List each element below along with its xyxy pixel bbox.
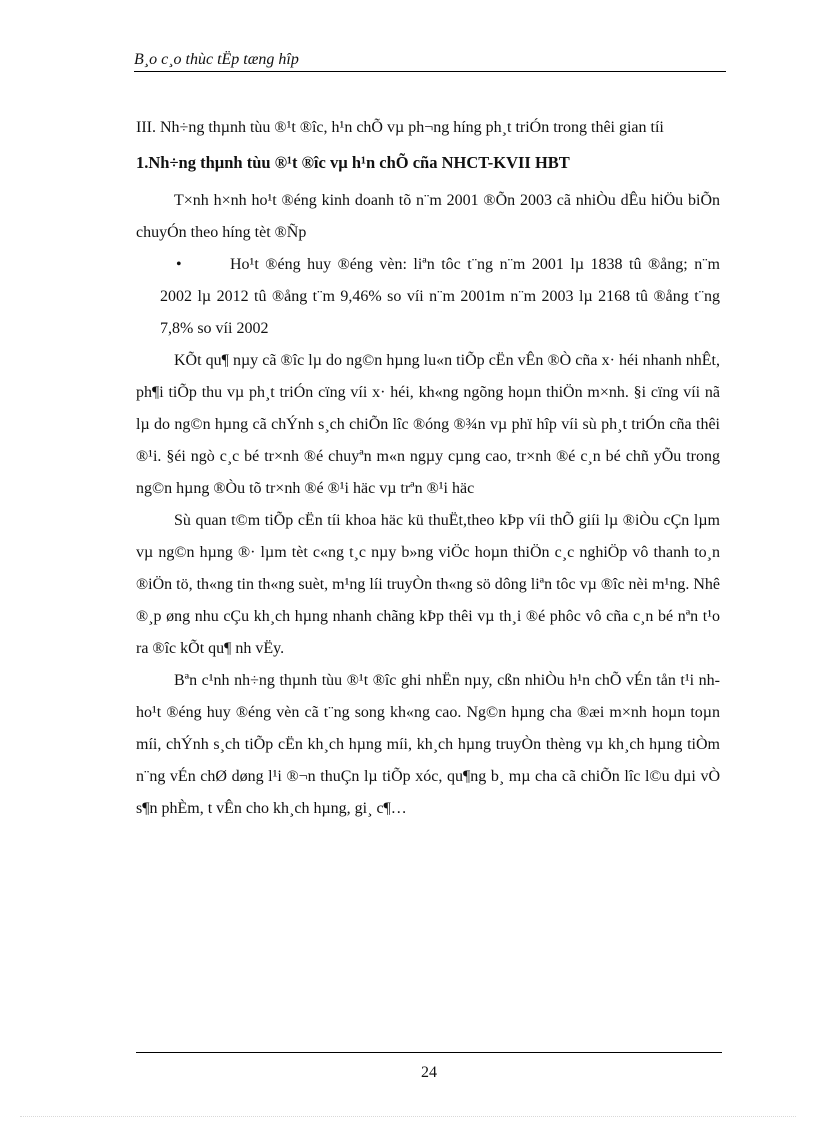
footer-divider bbox=[136, 1052, 722, 1053]
document-body bbox=[136, 112, 720, 825]
paragraph-2: Sù quan t©m tiÕp cËn tíi khoa häc kü thuËt,theo kÞp víi thÕ giíi lµ ®iÒu cÇn lµm vµ ng©n hµng ®· lµm tèt c«ng t¸c nµy b»ng viÖc hoµn thiÖn c¸c nghiÖp vô thanh to¸n ®iÖn tö, th«ng tin th«ng suèt, m¹ng líi truyÒn th«ng sö dông liªn tôc vµ ®îc nèi m¹ng. Nhê ®¸p øng nhu cÇu kh¸ch hµng nhanh chãng kÞp thêi vµ th¸i ®é phôc vô cña c¸n bé nªn t¹o ra ®îc kÕt qu¶ nh vËy. bbox=[136, 512, 720, 657]
bullet-item bbox=[136, 249, 720, 345]
bullet-icon: • bbox=[176, 256, 182, 273]
page-edge-divider bbox=[20, 1116, 796, 1117]
section-heading: III. Nh÷ng thµnh tùu ®¹t ®îc, h¹n chÕ vµ ph¬ng híng ph¸t triÓn trong thêi gian tíi bbox=[136, 119, 664, 136]
paragraph-1: KÕt qu¶ nµy cã ®îc lµ do ng©n hµng lu«n tiÕp cËn vÊn ®Ò cña x· héi nhanh nhÊt, ph¶i tiÕp thu vµ ph¸t triÓn cïng víi x· héi, kh«ng ngõng hoµn thiÖn m×nh. §i cïng víi nã lµ do ng©n hµng cã chÝnh s¸ch chiÕn lîc ®óng ®¾n vµ phï hîp víi sù ph¸t triÓn cña thêi ®¹i. §éi ngò c¸c bé tr×nh ®é chuyªn m«n ngµy cµng cao, tr×nh ®é c¸n bé chñ yÕu trong ng©n hµng ®Òu tõ tr×nh ®é ®¹i häc vµ trªn ®¹i häc bbox=[136, 352, 720, 497]
paragraph-3: Bªn c¹nh nh÷ng thµnh tùu ®¹t ®îc ghi nhËn nµy, cßn nhiÒu h¹n chÕ vÉn tån t¹i nh ho¹t ®éng huy ®éng vèn cã t¨ng song kh«ng cao. Ng©n hµng cha ®æi m×nh hoµn toµn míi, chÝnh s¸ch tiÕp cËn kh¸ch hµng míi, kh¸ch hµng truyÒn thèng vµ kh¸ch hµng tiÒm n¨ng vÉn chØ døng l¹i ®¬n thuÇn lµ tiÕp xóc, qu¶ng b¸ mµ cha cã chiÕn lîc l©u dµi vÒ s¶n phÈm, t vÊn cho kh¸ch hµng, gi¸ c¶… bbox=[136, 672, 720, 817]
page-number: 24 bbox=[421, 1064, 437, 1081]
page-header bbox=[134, 50, 726, 72]
bullet-text: Ho¹t ®éng huy ®éng vèn: liªn tôc t¨ng n¨m 2001 lµ 1838 tû ®ång; n¨m 2002 lµ 2012 tû ®ång t¨m 9,46% so víi n¨m 2001m n¨m 2003 lµ 2168 tû ®ång t¨ng 7,8% so víi 2002 bbox=[160, 256, 720, 337]
header-title: B¸o c¸o thùc tËp tæng hîp bbox=[134, 51, 299, 68]
subheading: 1.Nh÷ng thµnh tùu ®¹t ®îc vµ h¹n chÕ cña NHCT-KVII HBT bbox=[136, 153, 570, 172]
paragraph-intro: T×nh h×nh ho¹t ®éng kinh doanh tõ n¨m 2001 ®Õn 2003 cã nhiÒu dÊu hiÖu biÕn chuyÓn theo híng tèt ®Ñp bbox=[136, 192, 720, 241]
